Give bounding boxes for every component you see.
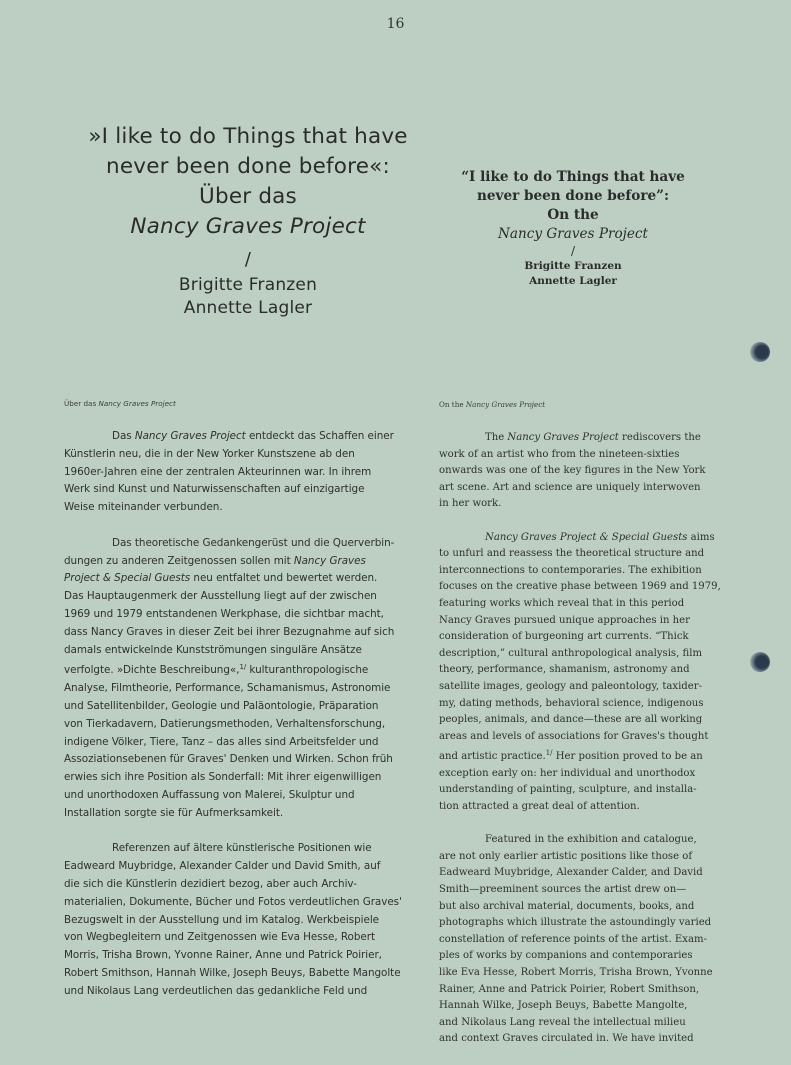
text-line: and context Graves circulated in. We have invited	[439, 1033, 694, 1045]
text-segment: and artistic practice.	[439, 751, 546, 763]
text-segment: entdeckt das Schaffen einer	[245, 430, 394, 442]
italic-text: Nancy Graves Project	[507, 432, 619, 443]
paragraph	[64, 535, 409, 823]
text-segment: The	[485, 432, 508, 443]
title-de-project: Nancy Graves Project	[130, 214, 366, 239]
text-line: Weise miteinander verbunden.	[64, 501, 223, 514]
text-line: Werk sind Kunst und Naturwissenschaften auf einzigartige	[64, 483, 365, 496]
paragraph	[64, 428, 409, 517]
paragraph	[439, 530, 721, 816]
text-line: materialien, Dokumente, Bücher und Fotos verdeutlichen Graves'	[64, 895, 402, 908]
text-segment: Das	[112, 430, 135, 442]
running-header-german	[64, 399, 176, 408]
text-line: consideration of burgeoning art currents. “Thick	[439, 631, 689, 643]
text-line: art scene. Art and science are uniquely interwoven	[439, 481, 701, 493]
text-segment: verfolgte. »Dichte Beschreibung«,	[64, 664, 240, 677]
english-text-column	[439, 430, 721, 1065]
text-segment: neu entfaltet und bewertet werden.	[190, 572, 378, 585]
title-de-line-2: never been done before«:	[106, 154, 390, 179]
text-line: dass Nancy Graves in dieser Zeit bei ihrer Bezugnahme auf sich	[64, 625, 395, 638]
text-line: Nancy Graves pursued unique approaches in her	[439, 614, 690, 626]
text-line: focuses on the creative phase between 1969 and 1979,	[439, 581, 721, 593]
text-line: in her work.	[439, 498, 502, 510]
title-en-slash: /	[570, 244, 576, 258]
text-line: Eadweard Muybridge, Alexander Calder, and David	[439, 867, 703, 879]
title-en-line-1: “I like to do Things that have	[461, 169, 685, 185]
bookmark-tab-icon	[750, 652, 770, 672]
text-line: satellite images, geology and paleontology, taxider-	[439, 680, 702, 692]
german-text-column	[64, 428, 409, 1018]
text-line	[64, 659, 409, 680]
text-line: die sich die Künstlerin dezidiert bezog, aber auch Archiv-	[64, 877, 357, 890]
text-line: und unorthodoxen Auffassung von Malerei, Skulptur und	[64, 788, 355, 801]
text-line: my, dating methods, behavioral science, indigenous	[439, 697, 704, 709]
text-line: Rainer, Anne and Patrick Poirier, Robert Smithson,	[439, 983, 700, 995]
title-en-line-2: never been done before”:	[477, 188, 669, 204]
text-line	[64, 570, 409, 588]
text-line: photographs which illustrate the astoundingly varied	[439, 917, 712, 929]
italic-text: Nancy Graves Project	[134, 430, 246, 442]
text-line: to unfurl and reassess the theoretical structure and	[439, 548, 705, 560]
text-line: like Eva Hesse, Robert Morris, Trisha Brown, Yvonne	[439, 967, 713, 978]
text-segment: rediscovers the	[618, 432, 701, 443]
text-line: Das Hauptaugenmerk der Ausstellung liegt auf der zwischen	[64, 590, 377, 603]
text-line: Installation sorgte sie für Aufmerksamkeit.	[64, 806, 284, 819]
text-segment: aims	[687, 531, 715, 543]
text-line: and Nikolaus Lang reveal the intellectual milieu	[439, 1016, 686, 1028]
bookmark-tab-icon	[750, 342, 770, 362]
title-english	[448, 168, 698, 289]
text-line: damals entwickelnde Kunstströmungen singuläre Ansätze	[64, 643, 362, 656]
text-line: Assoziationsebenen für Graves' Denken und Wirken. Schon früh	[64, 753, 393, 766]
text-line: onwards was one of the key figures in the New York	[439, 465, 706, 477]
text-line: areas and levels of associations for Graves's thought	[439, 730, 709, 742]
text-line: featuring works which reveal that in this period	[439, 597, 685, 609]
text-line: Das theoretische Gedankengerüst und die Querverbin-	[112, 536, 395, 549]
text-segment: Her position proved to be an	[552, 751, 703, 763]
text-line: von Tierkadavern, Datierungsmethoden, Verhaltensforschung,	[64, 717, 386, 730]
text-line: Analyse, Filmtheorie, Performance, Schamanismus, Astronomie	[64, 682, 391, 695]
text-line: Referenzen auf ältere künstlerische Positionen wie	[112, 842, 372, 855]
italic-text: Project & Special Guests	[64, 572, 191, 585]
text-line: Hannah Wilke, Joseph Beuys, Babette Mangolte,	[439, 1000, 688, 1012]
text-line: Robert Smithson, Hannah Wilke, Joseph Beuys, Babette Mangolte	[64, 966, 401, 979]
text-line: Morris, Trisha Brown, Yvonne Rainer, Anne und Patrick Poirier,	[64, 949, 382, 962]
text-line: indigene Völker, Tiere, Tanz – das alles sind Arbeitsfelder und	[64, 735, 379, 748]
page-number: 16	[386, 16, 405, 32]
header-en-italic: Nancy Graves Project	[465, 400, 546, 409]
title-en-project: Nancy Graves Project	[497, 226, 649, 242]
title-de-line-3: Über das	[199, 184, 297, 209]
header-de-italic: Nancy Graves Project	[98, 399, 176, 408]
title-en-author-2: Annette Lagler	[529, 275, 617, 287]
running-header-english	[439, 400, 545, 409]
italic-text: Nancy Graves Project & Special Guests	[485, 531, 688, 543]
title-de-author-2: Annette Lagler	[183, 298, 313, 318]
text-line: understanding of painting, sculpture, and installa-	[439, 784, 697, 796]
text-segment: kulturanthropologische	[246, 664, 369, 677]
text-line	[439, 530, 715, 547]
text-line: Smith—preeminent sources the artist drew on—	[439, 884, 687, 896]
text-line: work of an artist who from the nineteen-sixties	[439, 448, 680, 460]
text-line: erwies sich ihre Position als Sonderfall: Mit ihrer eigenwilligen	[64, 771, 382, 784]
text-line	[64, 428, 409, 446]
text-line: interconnections to contemporaries. The exhibition	[439, 564, 702, 576]
text-line: ples of works by companions and contemporaries	[439, 950, 693, 962]
title-en-author-1: Brigitte Franzen	[524, 260, 622, 272]
text-line	[439, 430, 709, 447]
text-line	[64, 553, 409, 571]
text-line: von Wegbegleitern und Zeitgenossen wie Eva Hesse, Robert	[64, 931, 375, 944]
text-segment: dungen zu anderen Zeitgenossen sollen mit	[64, 554, 294, 567]
paragraph	[439, 430, 709, 513]
text-line: peoples, animals, and dance—these are all working	[439, 714, 703, 726]
text-line: Bezugswelt in der Ausstellung und im Katalog. Werkbeispiele	[64, 913, 379, 926]
title-german	[60, 122, 436, 320]
footnote-marker: 1/	[545, 749, 553, 758]
text-line: theory, performance, shamanism, astronomy and	[439, 664, 690, 676]
text-line: und Satellitenbilder, Geologie und Paläontologie, Präparation	[64, 699, 379, 712]
text-line: 1960er-Jahren eine der zentralen Akteurinnen war. In ihrem	[64, 465, 372, 478]
text-line: Featured in the exhibition and catalogue,	[485, 834, 697, 846]
paragraph	[64, 840, 409, 1000]
text-line: und Nikolaus Lang verdeutlichen das gedankliche Feld und	[64, 984, 368, 997]
text-line: 1969 und 1979 entstandenen Werkphase, die sichtbar macht,	[64, 607, 384, 620]
text-line: are not only earlier artistic positions like those of	[439, 850, 693, 862]
title-de-line-1: »I like to do Things that have	[88, 124, 408, 149]
title-de-author-1: Brigitte Franzen	[178, 275, 318, 295]
text-line: constellation of reference points of the artist. Exam-	[439, 933, 707, 945]
text-line: exception early on: her individual and unorthodox	[439, 767, 696, 779]
header-de-prefix: Über das	[64, 399, 99, 408]
header-en-prefix: On the	[439, 400, 466, 409]
text-line: tion attracted a great deal of attention.	[439, 801, 640, 813]
title-en-line-3: On the	[547, 207, 599, 223]
text-line: description,” cultural anthropological analysis, film	[439, 647, 703, 659]
footnote-marker: 1/	[239, 663, 247, 672]
paragraph	[439, 832, 713, 1048]
text-line: but also archival material, documents, books, and	[439, 900, 695, 912]
text-line: Eadweard Muybridge, Alexander Calder und David Smith, auf	[64, 860, 381, 873]
title-de-slash: /	[244, 249, 252, 270]
italic-text: Nancy Graves	[293, 554, 366, 567]
text-line: Künstlerin neu, die in der New Yorker Kunstszene ab den	[64, 447, 355, 460]
text-line	[439, 745, 709, 766]
